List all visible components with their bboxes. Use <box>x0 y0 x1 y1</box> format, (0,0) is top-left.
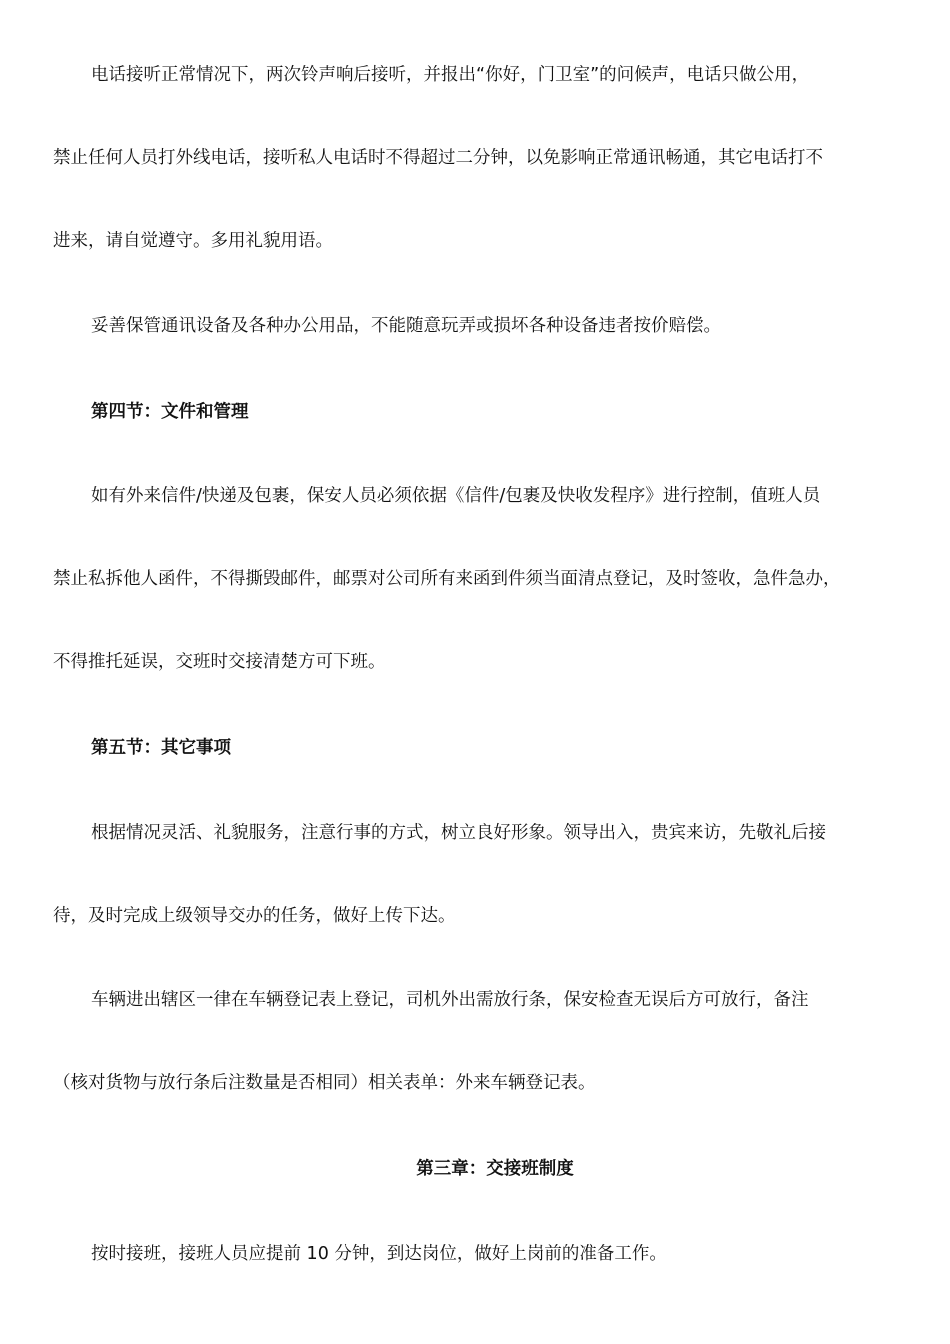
paragraph-phone-line-2: 禁止任何人员打外线电话，接听私人电话时不得超过二分钟，以免影响正常通讯畅通，其它电话打不 <box>53 148 823 168</box>
paragraph-service-line-1: 根据情况灵活、礼貌服务，注意行事的方式，树立良好形象。领导出入，贵宾来访，先敬礼后接 <box>91 823 826 843</box>
section-4-heading: 第四节：文件和管理 <box>91 402 249 422</box>
paragraph-vehicle-line-1: 车辆进出辖区一律在车辆登记表上登记，司机外出需放行条，保安检查无误后方可放行，备注 <box>91 990 809 1010</box>
paragraph-shift-line-1: 按时接班，接班人员应提前 10 分钟，到达岗位，做好上岗前的准备工作。 <box>91 1244 667 1264</box>
paragraph-equipment-line-1: 妥善保管通讯设备及各种办公用品，不能随意玩弄或损坏各种设备违者按价赔偿。 <box>91 316 721 336</box>
chapter-3-heading: 第三章：交接班制度 <box>416 1159 574 1179</box>
section-5-heading: 第五节：其它事项 <box>91 738 231 758</box>
paragraph-mail-line-1: 如有外来信件/快递及包裹，保安人员必须依据《信件/包裹及快收发程序》进行控制，值班人员 <box>91 486 821 506</box>
paragraph-phone-line-1: 电话接听正常情况下，两次铃声响后接听，并报出“你好，门卫室”的问候声，电话只做公用， <box>91 65 810 85</box>
paragraph-service-line-2: 待，及时完成上级领导交办的任务，做好上传下达。 <box>53 906 456 926</box>
paragraph-vehicle-line-2: （核对货物与放行条后注数量是否相同）相关表单：外来车辆登记表。 <box>53 1073 596 1093</box>
paragraph-mail-line-3: 不得推托延误，交班时交接清楚方可下班。 <box>53 652 386 672</box>
paragraph-mail-line-2: 禁止私拆他人函件，不得撕毁邮件，邮票对公司所有来函到件须当面清点登记，及时签收，急件急办， <box>53 569 841 589</box>
paragraph-phone-line-3: 进来，请自觉遵守。多用礼貌用语。 <box>53 231 333 251</box>
